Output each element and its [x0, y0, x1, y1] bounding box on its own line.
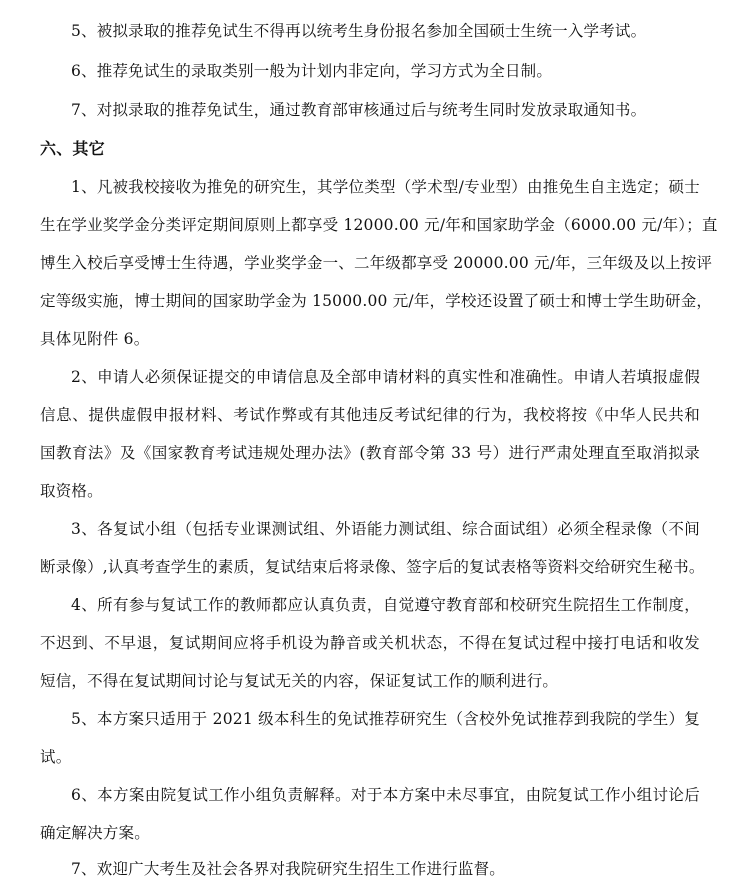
rule-6-text: 6、推荐免试生的录取类别一般为计划内非定向，学习方式为全日制。: [71, 62, 553, 80]
paragraph-4-line-2: 不迟到、不早退，复试期间应将手机设为静音或关机状态，不得在复试过程中接打电话和收发: [40, 634, 700, 652]
paragraph-1-line-4: 定等级实施，博士期间的国家助学金为 15000.00 元/年，学校还设置了硕士和博士学生助研金，: [40, 292, 713, 310]
paragraph-2-line-2: 信息、提供虚假申报材料、考试作弊或有其他违反考试纪律的行为，我校将按《中华人民共和: [40, 406, 700, 424]
paragraph-2-line-4: 取资格。: [40, 482, 103, 500]
paragraph-6-line-1: 6、本方案由院复试工作小组负责解释。对于本方案中未尽事宜，由院复试工作小组讨论后: [71, 786, 700, 804]
paragraph-3-line-1: 3、各复试小组（包括专业课测试组、外语能力测试组、综合面试组）必须全程录像（不间: [71, 520, 700, 538]
rule-7-text: 7、对拟录取的推荐免试生，通过教育部审核通过后与统考生同时发放录取通知书。: [71, 101, 647, 119]
paragraph-1-line-1: 1、凡被我校接收为推免的研究生，其学位类型（学术型/专业型）由推免生自主选定；硕士: [71, 178, 700, 196]
paragraph-7-line-1: 7、欢迎广大考生及社会各界对我院研究生招生工作进行监督。: [71, 860, 505, 878]
paragraph-1-line-3: 博生入校后享受博士生待遇，学业奖学金一、二年级都享受 20000.00 元/年，三年级及以上按评: [40, 254, 713, 272]
paragraph-5-line-1: 5、本方案只适用于 2021 级本科生的免试推荐研究生（含校外免试推荐到我院的学生）复: [71, 710, 700, 728]
rule-5-text: 5、被拟录取的推荐免试生不得再以统考生身份报名参加全国硕士生统一入学考试。: [71, 22, 647, 40]
paragraph-2-line-1: 2、申请人必须保证提交的申请信息及全部申请材料的真实性和准确性。申请人若填报虚假: [71, 368, 700, 386]
paragraph-6-line-2: 确定解决方案。: [40, 824, 150, 842]
paragraph-5-line-2: 试。: [40, 748, 72, 766]
paragraph-4-line-3: 短信，不得在复试期间讨论与复试无关的内容，保证复试工作的顺利进行。: [40, 672, 559, 690]
paragraph-2-line-3: 国教育法》及《国家教育考试违规处理办法》(教育部令第 33 号）进行严肃处理直至取消拟录: [40, 444, 700, 462]
paragraph-1-line-5: 具体见附件 6。: [40, 330, 150, 348]
section-heading-other: 六、其它: [40, 139, 105, 158]
paragraph-3-line-2: 断录像）,认真考查学生的素质，复试结束后将录像、签字后的复试表格等资料交给研究生秘书。: [40, 558, 705, 576]
paragraph-1-line-2: 生在学业奖学金分类评定期间原则上都享受 12000.00 元/年和国家助学金（6000.00 元/年）；直: [40, 216, 718, 234]
paragraph-4-line-1: 4、所有参与复试工作的教师都应认真负责，自觉遵守教育部和校研究生院招生工作制度，: [71, 596, 700, 614]
